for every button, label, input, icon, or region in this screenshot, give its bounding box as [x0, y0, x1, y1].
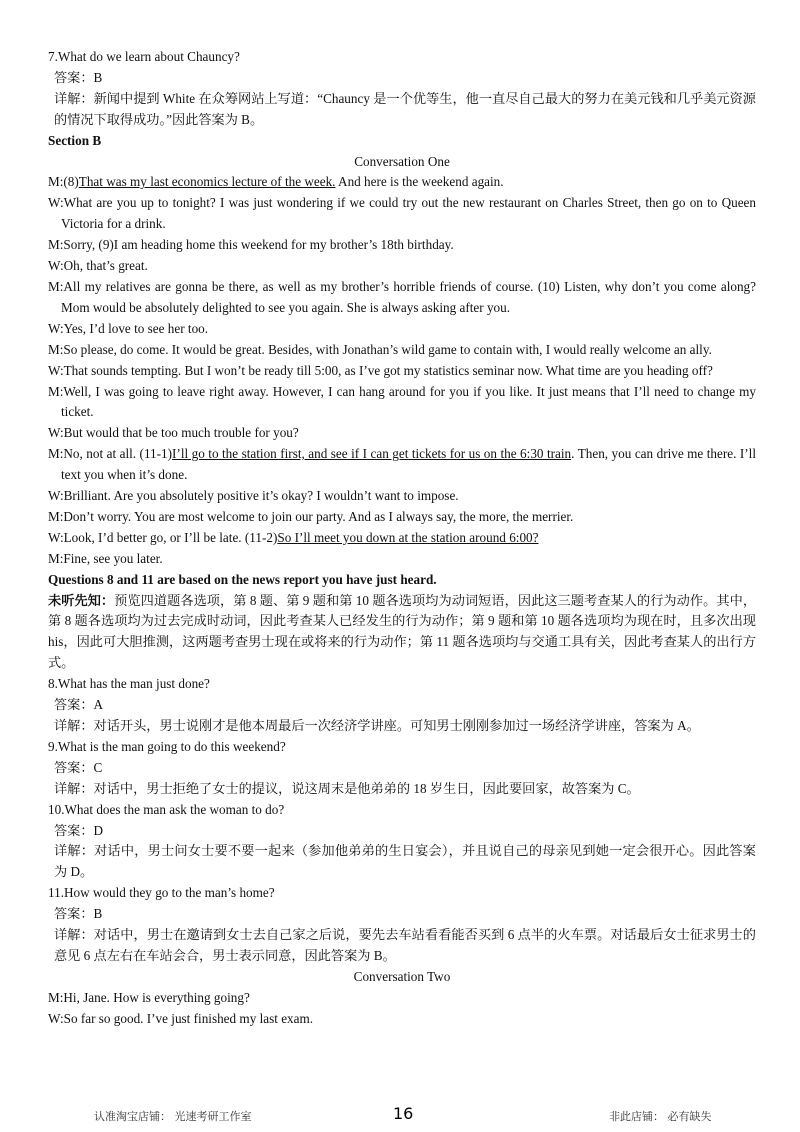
- dialogue-line: W:That sounds tempting. But I won’t be ready till 5:00, as I’ve got my statistics seminar now. What time are you heading off?: [48, 362, 713, 378]
- preview-paragraph: [48, 591, 756, 675]
- questions-header: Questions 8 and 11 are based on the news report you have just heard.: [48, 571, 437, 587]
- preview-label: 未听先知：: [48, 592, 115, 608]
- q7-answer: 答案：B: [54, 69, 103, 85]
- preview-text: 预览四道题各选项，第 8 题、第 9 题和第 10 题各选项均为动词短语，因此这三题考查某人的行为动作。其中，第 8 题各选项均为过去完成时动词，因此考查某人已经发生的行为动作；第 9 题和第 10 题各选项均为现在时，且多次出现 his，因此可大胆推测，这两题考查男士现在或将来的行为动作；第 11 题各选项均与交通工具有关，因此考查某人的出行方式。: [48, 592, 757, 671]
- page-number: 16: [393, 1104, 414, 1123]
- answer-8: 答案：A: [54, 697, 104, 713]
- dialogue-line: W:But would that be too much trouble for you?: [48, 425, 299, 441]
- conversation-one-dialogue: [48, 172, 756, 569]
- conversation-one-title: Conversation One: [354, 153, 450, 169]
- footer-warning: 非此店铺： 必有缺失: [609, 1110, 712, 1123]
- dialogue-line: M:(8)That was my last economics lecture of the week. And here is the weekend again.: [48, 174, 504, 190]
- dialogue-line: W:So far so good. I’ve just finished my last exam.: [48, 1010, 314, 1026]
- q7-detail: 详解：新闻中提到 White 在众筹网站上写道：“Chauncy 是一个优等生，他一直尽自己最大的努力在美元钱和几乎美元资源的情况下取得成功。”因此答案为 B。: [54, 90, 756, 127]
- dialogue-line: M:All my relatives are gonna be there, as well as my brother’s horrible friends of course. (10) Listen, why don’t you come along? Mom would be absolutely delighted to see you again. She is always asking after you.: [48, 278, 756, 315]
- answer-9: 答案：C: [54, 759, 103, 775]
- dialogue-line: M:No, not at all. (11-1)I’ll go to the station first, and see if I can get tickets for us on the 6:30 train. Then, you can drive me there. I’ll text you when it’s done.: [48, 446, 756, 483]
- answer-11: 答案：B: [54, 906, 103, 922]
- dialogue-line: W:Yes, I’d love to see her too.: [48, 320, 209, 336]
- document-body: [48, 47, 756, 1030]
- page-footer: [0, 1104, 800, 1126]
- conversation-two-title: Conversation Two: [353, 968, 451, 984]
- section-b-heading: Section B: [48, 132, 102, 148]
- dialogue-line: M:Hi, Jane. How is everything going?: [48, 989, 250, 1005]
- dialogue-line: W:Oh, that’s great.: [48, 258, 148, 274]
- q7-question: 7.What do we learn about Chauncy?: [48, 49, 240, 64]
- dialogue-line: M:Well, I was going to leave right away. However, I can hang around for you if you like. It just means that I’ll need to change my ticket.: [48, 383, 756, 420]
- detail-8: 详解：对话开头，男士说刚才是他本周最后一次经济学讲座。可知男士刚刚参加过一场经济学讲座，答案为 A。: [54, 718, 700, 733]
- detail-10: 详解：对话中，男士问女士要不要一起来（参加他弟弟的生日宴会），并且说自己的母亲见到她一定会很开心。因此答案为 D。: [54, 843, 756, 880]
- detail-11: 详解：对话中，男士在邀请到女士去自己家之后说，要先去车站看看能否买到 6 点半的火车票。对话最后女士征求男士的意见 6 点左右在车站会合，男士表示同意，因此答案为 B。: [54, 927, 756, 963]
- question-9: 9.What is the man going to do this weekend?: [48, 738, 286, 754]
- dialogue-line: W:Brilliant. Are you absolutely positive it’s okay? I wouldn’t want to impose.: [48, 488, 459, 504]
- dialogue-line: M:Don’t worry. You are most welcome to join our party. And as I always say, the more, the merrier.: [48, 508, 574, 524]
- dialogue-line: M:Sorry, (9)I am heading home this weekend for my brother’s 18th birthday.: [48, 237, 454, 253]
- footer-shop-notice: 认准淘宝店铺： 光速考研工作室: [94, 1110, 252, 1123]
- dialogue-line: W:What are you up to tonight? I was just wondering if we could try out the new restaurant on Charles Street, then go on to Queen Victoria for a drink.: [48, 195, 756, 232]
- dialogue-line: M:So please, do come. It would be great. Besides, with Jonathan’s wild game to contain with, I would really welcome an ally.: [48, 341, 712, 357]
- question-10: 10.What does the man ask the woman to do?: [48, 801, 285, 817]
- dialogue-line: W:Look, I’d better go, or I’ll be late. (11-2)So I’ll meet you down at the station around 6:00?: [48, 529, 539, 545]
- dialogue-line: M:Fine, see you later.: [48, 550, 163, 566]
- question-11: 11.How would they go to the man’s home?: [48, 885, 275, 901]
- answer-10: 答案：D: [54, 822, 104, 838]
- detail-9: 详解：对话中，男士拒绝了女士的提议，说这周末是他弟弟的 18 岁生日，因此要回家，故答案为 C。: [54, 780, 640, 796]
- question-8: 8.What has the man just done?: [48, 676, 210, 692]
